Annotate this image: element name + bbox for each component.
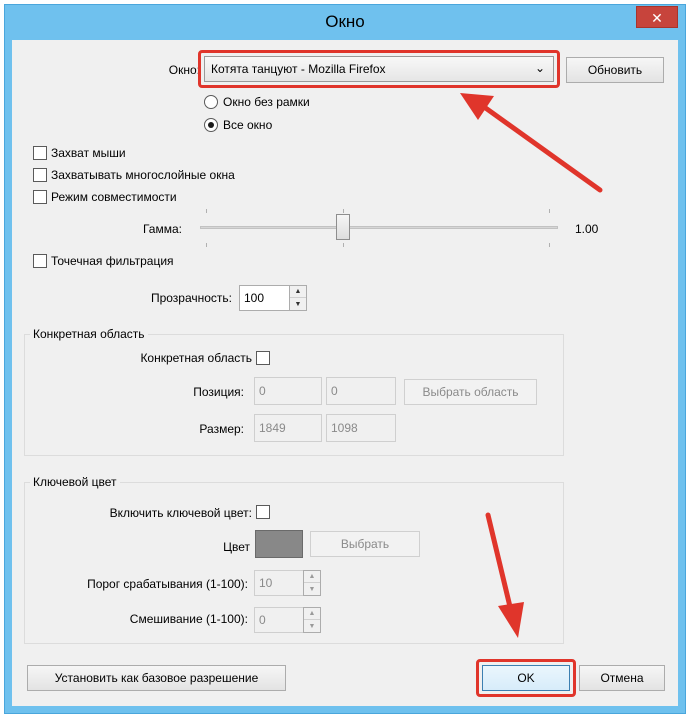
- region-enable-label: Конкретная область: [140, 351, 252, 365]
- compat-mode-label: Режим совместимости: [51, 190, 177, 204]
- select-area-button[interactable]: Выбрать область: [404, 379, 537, 405]
- arrow-head-icon: [460, 93, 494, 120]
- blend-input[interactable]: 0: [254, 607, 304, 633]
- colorkey-enable-label: Включить ключевой цвет:: [109, 506, 252, 520]
- arrow-head-icon: [498, 602, 524, 638]
- blend-label: Смешивание (1-100):: [129, 612, 248, 626]
- radio-whole-label: Все окно: [223, 118, 273, 132]
- arrow-to-ok: [488, 515, 512, 615]
- window-label: Окно:: [168, 63, 200, 77]
- capture-mouse-label: Захват мыши: [51, 146, 126, 160]
- spin-down-icon[interactable]: ▼: [308, 622, 316, 630]
- size-h-input[interactable]: 1098: [326, 414, 396, 442]
- window-title: Окно: [325, 12, 365, 31]
- refresh-button[interactable]: Обновить: [566, 57, 664, 83]
- opacity-label: Прозрачность:: [150, 291, 232, 305]
- radio-borderless-label: Окно без рамки: [223, 95, 310, 109]
- colorkey-group-title: Ключевой цвет: [30, 475, 120, 489]
- arrow-to-dropdown: [480, 104, 600, 190]
- spin-down-icon[interactable]: ▼: [294, 300, 302, 308]
- capture-layered-label: Захватывать многослойные окна: [51, 168, 235, 182]
- spin-up-icon[interactable]: ▲: [304, 608, 320, 620]
- window-dropdown-value: Котята танцуют - Mozilla Firefox: [211, 62, 386, 76]
- spin-down-icon[interactable]: ▼: [308, 585, 316, 593]
- color-label: Цвет: [223, 540, 250, 554]
- region-group-title: Конкретная область: [30, 327, 148, 341]
- pos-y-input[interactable]: 0: [326, 377, 396, 405]
- size-w-input[interactable]: 1849: [254, 414, 322, 442]
- threshold-label: Порог срабатывания (1-100):: [87, 577, 248, 591]
- gamma-value: 1.00: [575, 222, 599, 236]
- gamma-label: Гамма:: [142, 222, 182, 236]
- opacity-input[interactable]: 100: [239, 285, 291, 311]
- cancel-button[interactable]: Отмена: [579, 665, 665, 691]
- spin-up-icon[interactable]: ▲: [304, 571, 320, 583]
- position-label: Позиция:: [193, 385, 244, 399]
- pick-color-button[interactable]: Выбрать: [310, 531, 420, 557]
- spin-up-icon[interactable]: ▲: [290, 286, 306, 298]
- close-button[interactable]: ✕: [636, 6, 678, 28]
- threshold-input[interactable]: 10: [254, 570, 304, 596]
- point-filter-label: Точечная фильтрация: [51, 254, 174, 268]
- set-base-resolution-button[interactable]: Установить как базовое разрешение: [27, 665, 286, 691]
- ok-button[interactable]: OK: [482, 665, 570, 691]
- pos-x-input[interactable]: 0: [254, 377, 322, 405]
- size-label: Размер:: [199, 422, 244, 436]
- chevron-down-icon: ⌄: [534, 61, 545, 75]
